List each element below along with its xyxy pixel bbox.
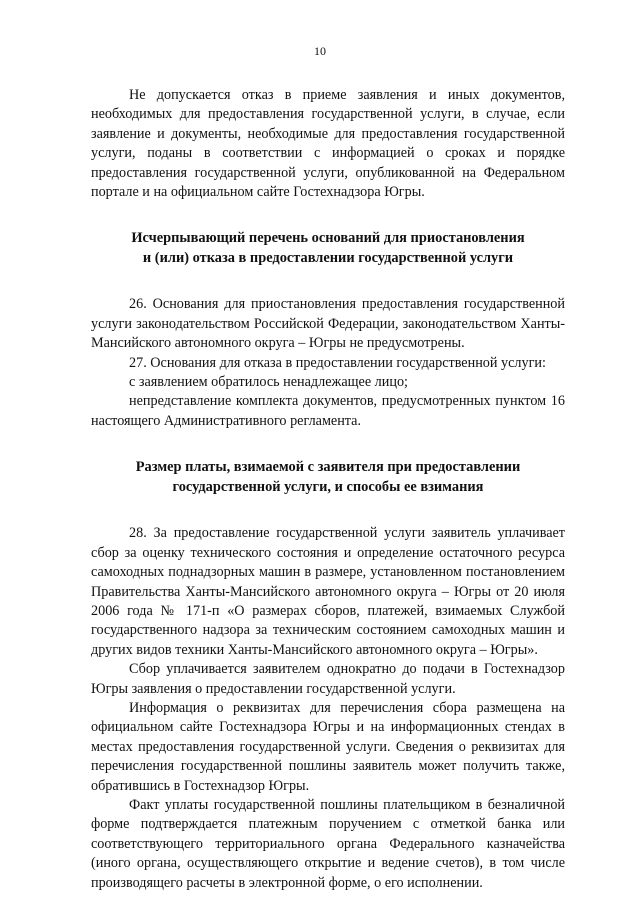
section-heading-grounds bbox=[91, 228, 565, 268]
page-content bbox=[91, 86, 565, 893]
section-heading-fee bbox=[91, 457, 565, 497]
paragraph-28: 28. За предоставление государственной услуги заявитель уплачивает сбор за оценку технического состояния и определение остаточного ресурса самоходных поднадзорных машин в размере, установленном постановлением Правительства Ханты-Мансийского автономного округа – Югры от 20 июля 2006 года № 171-п «О размерах сборов, платежей, взимаемых Службой государственного надзора за техническим состоянием самоходных машин и других видов техники Ханты-Мансийского автономного округа – Югры». bbox=[91, 525, 565, 658]
section-heading-grounds-line2: и (или) отказа в предоставлении государственной услуги bbox=[142, 250, 514, 267]
paragraph-26: 26. Основания для приостановления предоставления государственной услуги законодательством Российской Федерации, законодательством Ханты-Мансийского автономного округа – Югры не предусмотрены. bbox=[91, 296, 565, 352]
paragraph-payment-confirmation: Факт уплаты государственной пошлины плательщиком в безналичной форме подтверждается платежным поручением с отметкой банка или соответствующего территориального органа Федерального казначейства (иного органа, осуществляющего открытие и ведение счетов), в том числе производящего расчеты в электронной форме, о его исполнении. bbox=[91, 796, 565, 891]
section-heading-fee-line2: государственной услуги, и способы ее взимания bbox=[172, 479, 484, 496]
paragraph-fee-once: Сбор уплачивается заявителем однократно до подачи в Гостехнадзор Югры заявления о предоставлении государственной услуги. bbox=[91, 661, 565, 697]
section-heading-fee-line1: Размер платы, взимаемой с заявителя при предоставлении bbox=[135, 459, 521, 476]
paragraph-refusal-not-allowed: Не допускается отказ в приеме заявления и иных документов, необходимых для предоставления государственной услуги, в случае, если заявление и документы, необходимые для предоставления государственной услуги, поданы в соответствии с информацией о сроках и порядке предоставления государственной услуги, опубликованной на Федеральном портале и на официальном сайте Гостехнадзора Югры. bbox=[91, 87, 565, 201]
page-number: 10 bbox=[314, 44, 326, 58]
paragraph-27: 27. Основания для отказа в предоставлении государственной услуги: bbox=[129, 354, 546, 371]
section-heading-grounds-line1: Исчерпывающий перечень оснований для приостановления bbox=[131, 230, 525, 247]
paragraph-incomplete-documents: непредставление комплекта документов, предусмотренных пунктом 16 настоящего Административного регламента. bbox=[91, 393, 565, 429]
paragraph-improper-person: с заявлением обратилось ненадлежащее лицо; bbox=[129, 374, 408, 391]
paragraph-requisites-info: Информация о реквизитах для перечисления сбора размещена на официальном сайте Гостехнадзора Югры и на информационных стендах в местах предоставления государственной услуги. Сведения о реквизитах для перечисления государственной пошлины заявитель может получить также, обратившись в Гостехнадзор Югры. bbox=[91, 699, 565, 794]
